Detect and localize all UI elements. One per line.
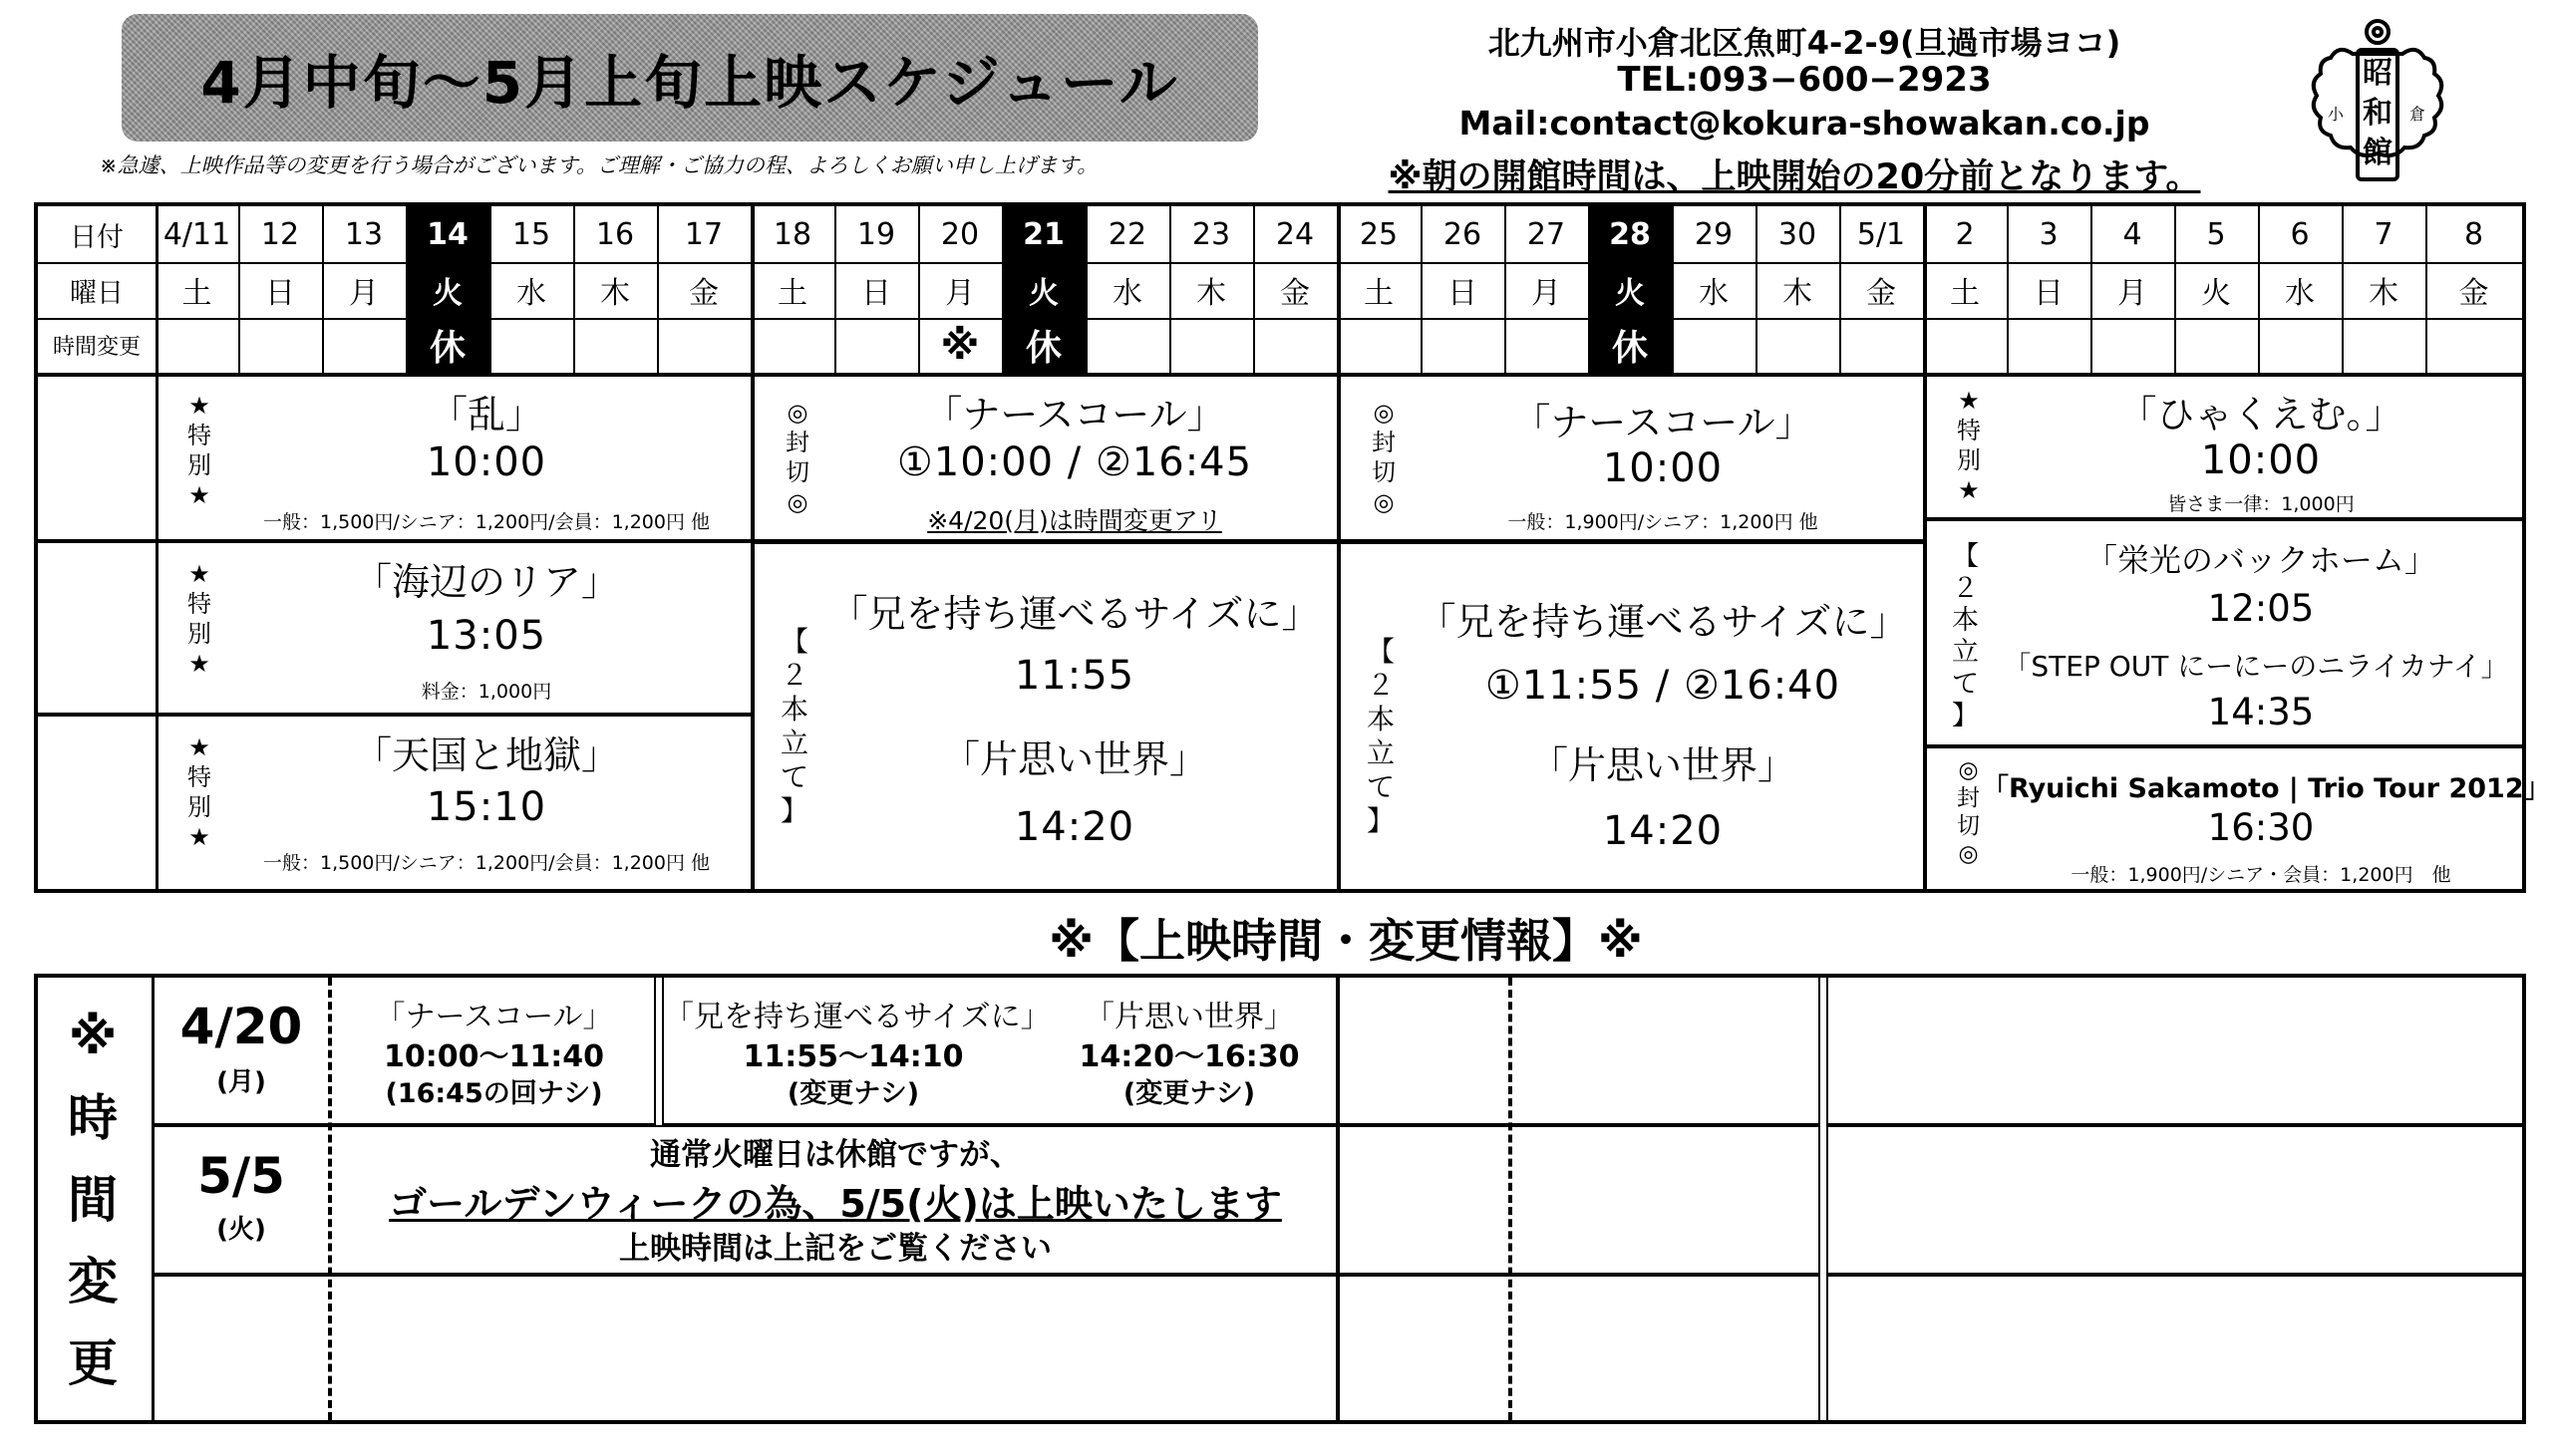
changes-table [34, 974, 2526, 1424]
change-row1-movie1-time: 10:00〜11:40 [384, 1039, 604, 1074]
w1-badge-2: ★ 特 別 ★ [187, 560, 211, 678]
date-cell: 3 [2039, 216, 2059, 252]
time-change-cell [1337, 318, 1421, 373]
change-row2-line2: ゴールデンウィークの為、5/5(火)は上映いたします [389, 1182, 1282, 1226]
time-change-cell [1672, 318, 1755, 373]
change-row1-movie2-note: (変更ナシ) [787, 1078, 920, 1109]
change-row2-line1: 通常火曜日は休館ですが、 [650, 1137, 1021, 1173]
schedule-table [34, 202, 2551, 893]
weekday-cell: 水 [1699, 276, 1729, 311]
w3-badge-1: ◎ 封 切 ◎ [1372, 399, 1396, 516]
w3-double-time-2: 14:20 [1602, 808, 1724, 854]
date-cell: 27 [1526, 216, 1566, 252]
w3-double-title-1: 「兄を持ち運べるサイズに」 [1418, 600, 1908, 644]
w3-double-badge: 【 ２ 本 立 て 】 [1367, 635, 1396, 837]
w4-badge-3: ◎ 封 切 ◎ [1957, 757, 1980, 867]
logo-char-small-left: 小 [2328, 105, 2345, 124]
weekday-cell: 土 [1364, 276, 1394, 311]
row-label: 日付 [70, 221, 124, 253]
w1-title-3: 「天国と地獄」 [353, 733, 619, 777]
w4-double-badge: 【 ２ 本 立 て 】 [1952, 541, 1979, 731]
time-change-cell [1504, 318, 1588, 373]
date-cell: 15 [511, 216, 551, 252]
time-change-cell [2007, 318, 2090, 373]
time-change-cell [2425, 318, 2522, 373]
date-cell: 13 [344, 216, 384, 252]
w4-badge-1: ★ 特 別 ★ [1957, 387, 1981, 504]
weekday-cell: 土 [181, 276, 212, 311]
weekday-cell: 火 [2201, 276, 2231, 311]
w1-price-3: 一般：1,500円/シニア：1,200円/会員：1,200円 他 [262, 852, 711, 874]
weekday-cell: 金 [1280, 276, 1310, 311]
weekday-cell: 土 [778, 276, 807, 311]
w4-title-1: 「ひゃくえむ。」 [2118, 393, 2403, 437]
weekday-cell: 木 [1196, 276, 1226, 311]
w3-price-1: 一般：1,900円/シニア：1,200円 他 [1507, 511, 1818, 533]
weekday-cell: 火 [1588, 262, 1672, 318]
change-row1-movie2-title: 「兄を持ち運べるサイズに」 [664, 1000, 1051, 1034]
time-change-cell [1421, 318, 1504, 373]
address: 北九州市小倉北区魚町4-2-9(旦過市場ヨコ) [1487, 24, 2121, 62]
w4-time-3: 16:30 [2207, 806, 2315, 849]
date-cell: 5/1 [1856, 216, 1906, 252]
w1-time-3: 15:10 [426, 784, 547, 830]
date-cell: 16 [595, 216, 635, 252]
w3-double-title-2: 「片思い世界」 [1529, 743, 1795, 787]
change-row1-dow: (月) [216, 1067, 266, 1097]
time-change-cell [1086, 318, 1169, 373]
logo-char-2: 和 [2363, 96, 2392, 131]
time-change-cell [2174, 318, 2258, 373]
date-cell: 22 [1108, 216, 1147, 252]
change-row1-date: 4/20 [179, 998, 303, 1055]
date-cell: 19 [856, 216, 896, 252]
closed-day-cell: 休 [1002, 318, 1086, 373]
time-change-cell [1253, 318, 1337, 373]
change-row1-movie3-title: 「片思い世界」 [1085, 1000, 1294, 1034]
date-cell: 30 [1777, 216, 1817, 252]
time-change-cell [238, 318, 322, 373]
w4-double-time-2: 14:35 [2207, 691, 2315, 733]
date-cell: 4 [2122, 216, 2142, 252]
date-cell: 2 [1955, 216, 1975, 252]
change-row1-movie1-title: 「ナースコール」 [375, 1000, 613, 1034]
weekday-cell: 木 [600, 276, 630, 311]
weekday-cell: 土 [1950, 276, 1980, 311]
date-cell: 14 [406, 206, 489, 262]
time-change-cell [322, 318, 406, 373]
row-label: 曜日 [70, 277, 124, 309]
w1-price-1: 一般：1,500円/シニア：1,200円/会員：1,200円 他 [262, 511, 711, 533]
change-row2-line3: 上映時間は上記をご覧ください [619, 1231, 1052, 1267]
date-cell: 29 [1694, 216, 1734, 252]
w1-time-2: 13:05 [426, 613, 547, 659]
time-change-cell [2090, 318, 2174, 373]
w2-badge-1: ◎ 封 切 ◎ [786, 399, 809, 516]
time-change-cell [489, 318, 573, 373]
w2-note: ※4/20(月)は時間変更アリ [927, 506, 1222, 535]
weekday-cell: 月 [349, 276, 379, 311]
change-mark-cell: ※ [940, 322, 980, 369]
logo-char-1: 昭 [2363, 56, 2392, 91]
w4-double-title-1: 「栄光のバックホーム」 [2084, 541, 2436, 579]
title-banner [122, 14, 1258, 142]
w2-double-time-2: 14:20 [1014, 804, 1135, 850]
weekday-cell: 日 [861, 276, 891, 311]
weekday-cell: 水 [2285, 276, 2315, 311]
time-change-cell [2258, 318, 2342, 373]
change-row2-dow: (火) [216, 1215, 266, 1245]
weekday-cell: 木 [2369, 276, 2398, 311]
time-change-cell [156, 318, 238, 373]
w4-title-3: 「Ryuichi Sakamoto | Trio Tour 2012」 [1982, 773, 2551, 804]
closed-day-cell: 休 [1588, 318, 1672, 373]
w1-title-1: 「乱」 [429, 393, 543, 437]
time-change-cell [1923, 318, 2007, 373]
closed-day-cell: 休 [406, 318, 489, 373]
weekday-cell: 金 [1866, 276, 1896, 311]
w1-price-2: 料金：1,000円 [421, 681, 552, 703]
notice-text: ※急遽、上映作品等の変更を行う場合がございます。ご理解・ご協力の程、よろしくお願い申し上げます。 [100, 153, 1099, 177]
w3-title-1: 「ナースコール」 [1512, 401, 1813, 444]
weekday-cell: 日 [265, 276, 295, 311]
time-change-cell [1169, 318, 1253, 373]
time-change-cell [1755, 318, 1839, 373]
weekday-cell: 日 [2034, 276, 2064, 311]
time-change-cell [834, 318, 918, 373]
tel: TEL:093−600−2923 [1617, 60, 1992, 100]
w4-time-1: 10:00 [2200, 437, 2322, 483]
date-cell: 7 [2374, 216, 2393, 252]
change-row1-movie1-note: (16:45の回ナシ) [385, 1078, 603, 1109]
w4-price-3: 一般：1,900円/シニア・会員：1,200円 他 [2071, 864, 2451, 886]
weekday-cell: 火 [406, 262, 489, 318]
w3-time-1: 10:00 [1602, 445, 1724, 491]
time-change-cell [657, 318, 751, 373]
date-cell: 28 [1588, 206, 1672, 262]
logo-char-3: 館 [2363, 136, 2392, 170]
w1-badge-1: ★ 特 別 ★ [187, 392, 211, 509]
change-row1-movie3-note: (変更ナシ) [1122, 1078, 1256, 1109]
weekday-cell: 月 [1531, 276, 1561, 311]
date-cell: 5 [2206, 216, 2226, 252]
date-cell: 4/11 [162, 216, 231, 252]
opening-note: ※朝の開館時間は、上映開始の20分前となります。 [1388, 157, 2201, 197]
w2-title-1: 「ナースコール」 [924, 393, 1225, 437]
logo-char-small-right: 倉 [2409, 105, 2426, 124]
weekday-cell: 水 [1113, 276, 1142, 311]
weekday-cell: 木 [1782, 276, 1812, 311]
w4-price-1: 皆さま一律：1,000円 [2167, 493, 2355, 515]
change-row1-movie3-time: 14:20〜16:30 [1079, 1039, 1300, 1074]
weekday-cell: 金 [689, 276, 719, 311]
changes-heading: ※【上映時間・変更情報】※ [1049, 914, 1643, 968]
theater-logo [2298, 14, 2457, 193]
w2-double-badge: 【 ２ 本 立 て 】 [781, 625, 809, 827]
w2-double-title-1: 「兄を持ち運べるサイズに」 [829, 592, 1320, 636]
w1-title-2: 「海辺のリア」 [353, 560, 619, 604]
date-cell: 23 [1191, 216, 1231, 252]
date-cell: 8 [2463, 216, 2484, 252]
date-cell: 25 [1359, 216, 1399, 252]
time-change-cell [573, 318, 657, 373]
date-cell: 20 [940, 216, 980, 252]
date-cell: 26 [1442, 216, 1482, 252]
weekday-cell: 日 [1447, 276, 1477, 311]
w2-double-time-1: 11:55 [1014, 653, 1135, 699]
date-cell: 6 [2290, 216, 2310, 252]
w3-double-time-1: ①11:55 / ②16:40 [1484, 663, 1841, 709]
row-label: 時間変更 [52, 335, 141, 360]
date-cell: 17 [684, 216, 724, 252]
date-cell: 18 [773, 216, 812, 252]
date-cell: 24 [1275, 216, 1315, 252]
w4-double-time-1: 12:05 [2207, 587, 2315, 630]
weekday-cell: 月 [945, 276, 975, 311]
change-row1-movie2-time: 11:55〜14:10 [743, 1039, 964, 1074]
change-row2-date: 5/5 [197, 1147, 285, 1205]
weekday-cell: 月 [2117, 276, 2147, 311]
weekday-cell: 火 [1002, 262, 1086, 318]
time-change-cell [751, 318, 834, 373]
date-cell: 21 [1002, 206, 1086, 262]
w1-time-1: 10:00 [426, 439, 547, 485]
page-title: 4月中旬〜5月上旬上映スケジュール [200, 49, 1179, 117]
w1-badge-3: ★ 特 別 ★ [187, 733, 211, 851]
date-cell: 12 [260, 216, 300, 252]
changes-side-label: ※ 時 間 変 更 [68, 1008, 118, 1392]
weekday-cell: 水 [516, 276, 546, 311]
w2-double-title-2: 「片思い世界」 [941, 737, 1207, 781]
weekday-cell: 金 [2458, 276, 2489, 311]
time-change-cell [2342, 318, 2425, 373]
time-change-cell [1839, 318, 1923, 373]
w4-double-title-2: 「STEP OUT にーにーのニライカナイ」 [2003, 650, 2509, 683]
w2-time-1: ①10:00 / ②16:45 [896, 439, 1253, 485]
mail-address: Mail:contact@kokura-showakan.co.jp [1458, 104, 2150, 143]
